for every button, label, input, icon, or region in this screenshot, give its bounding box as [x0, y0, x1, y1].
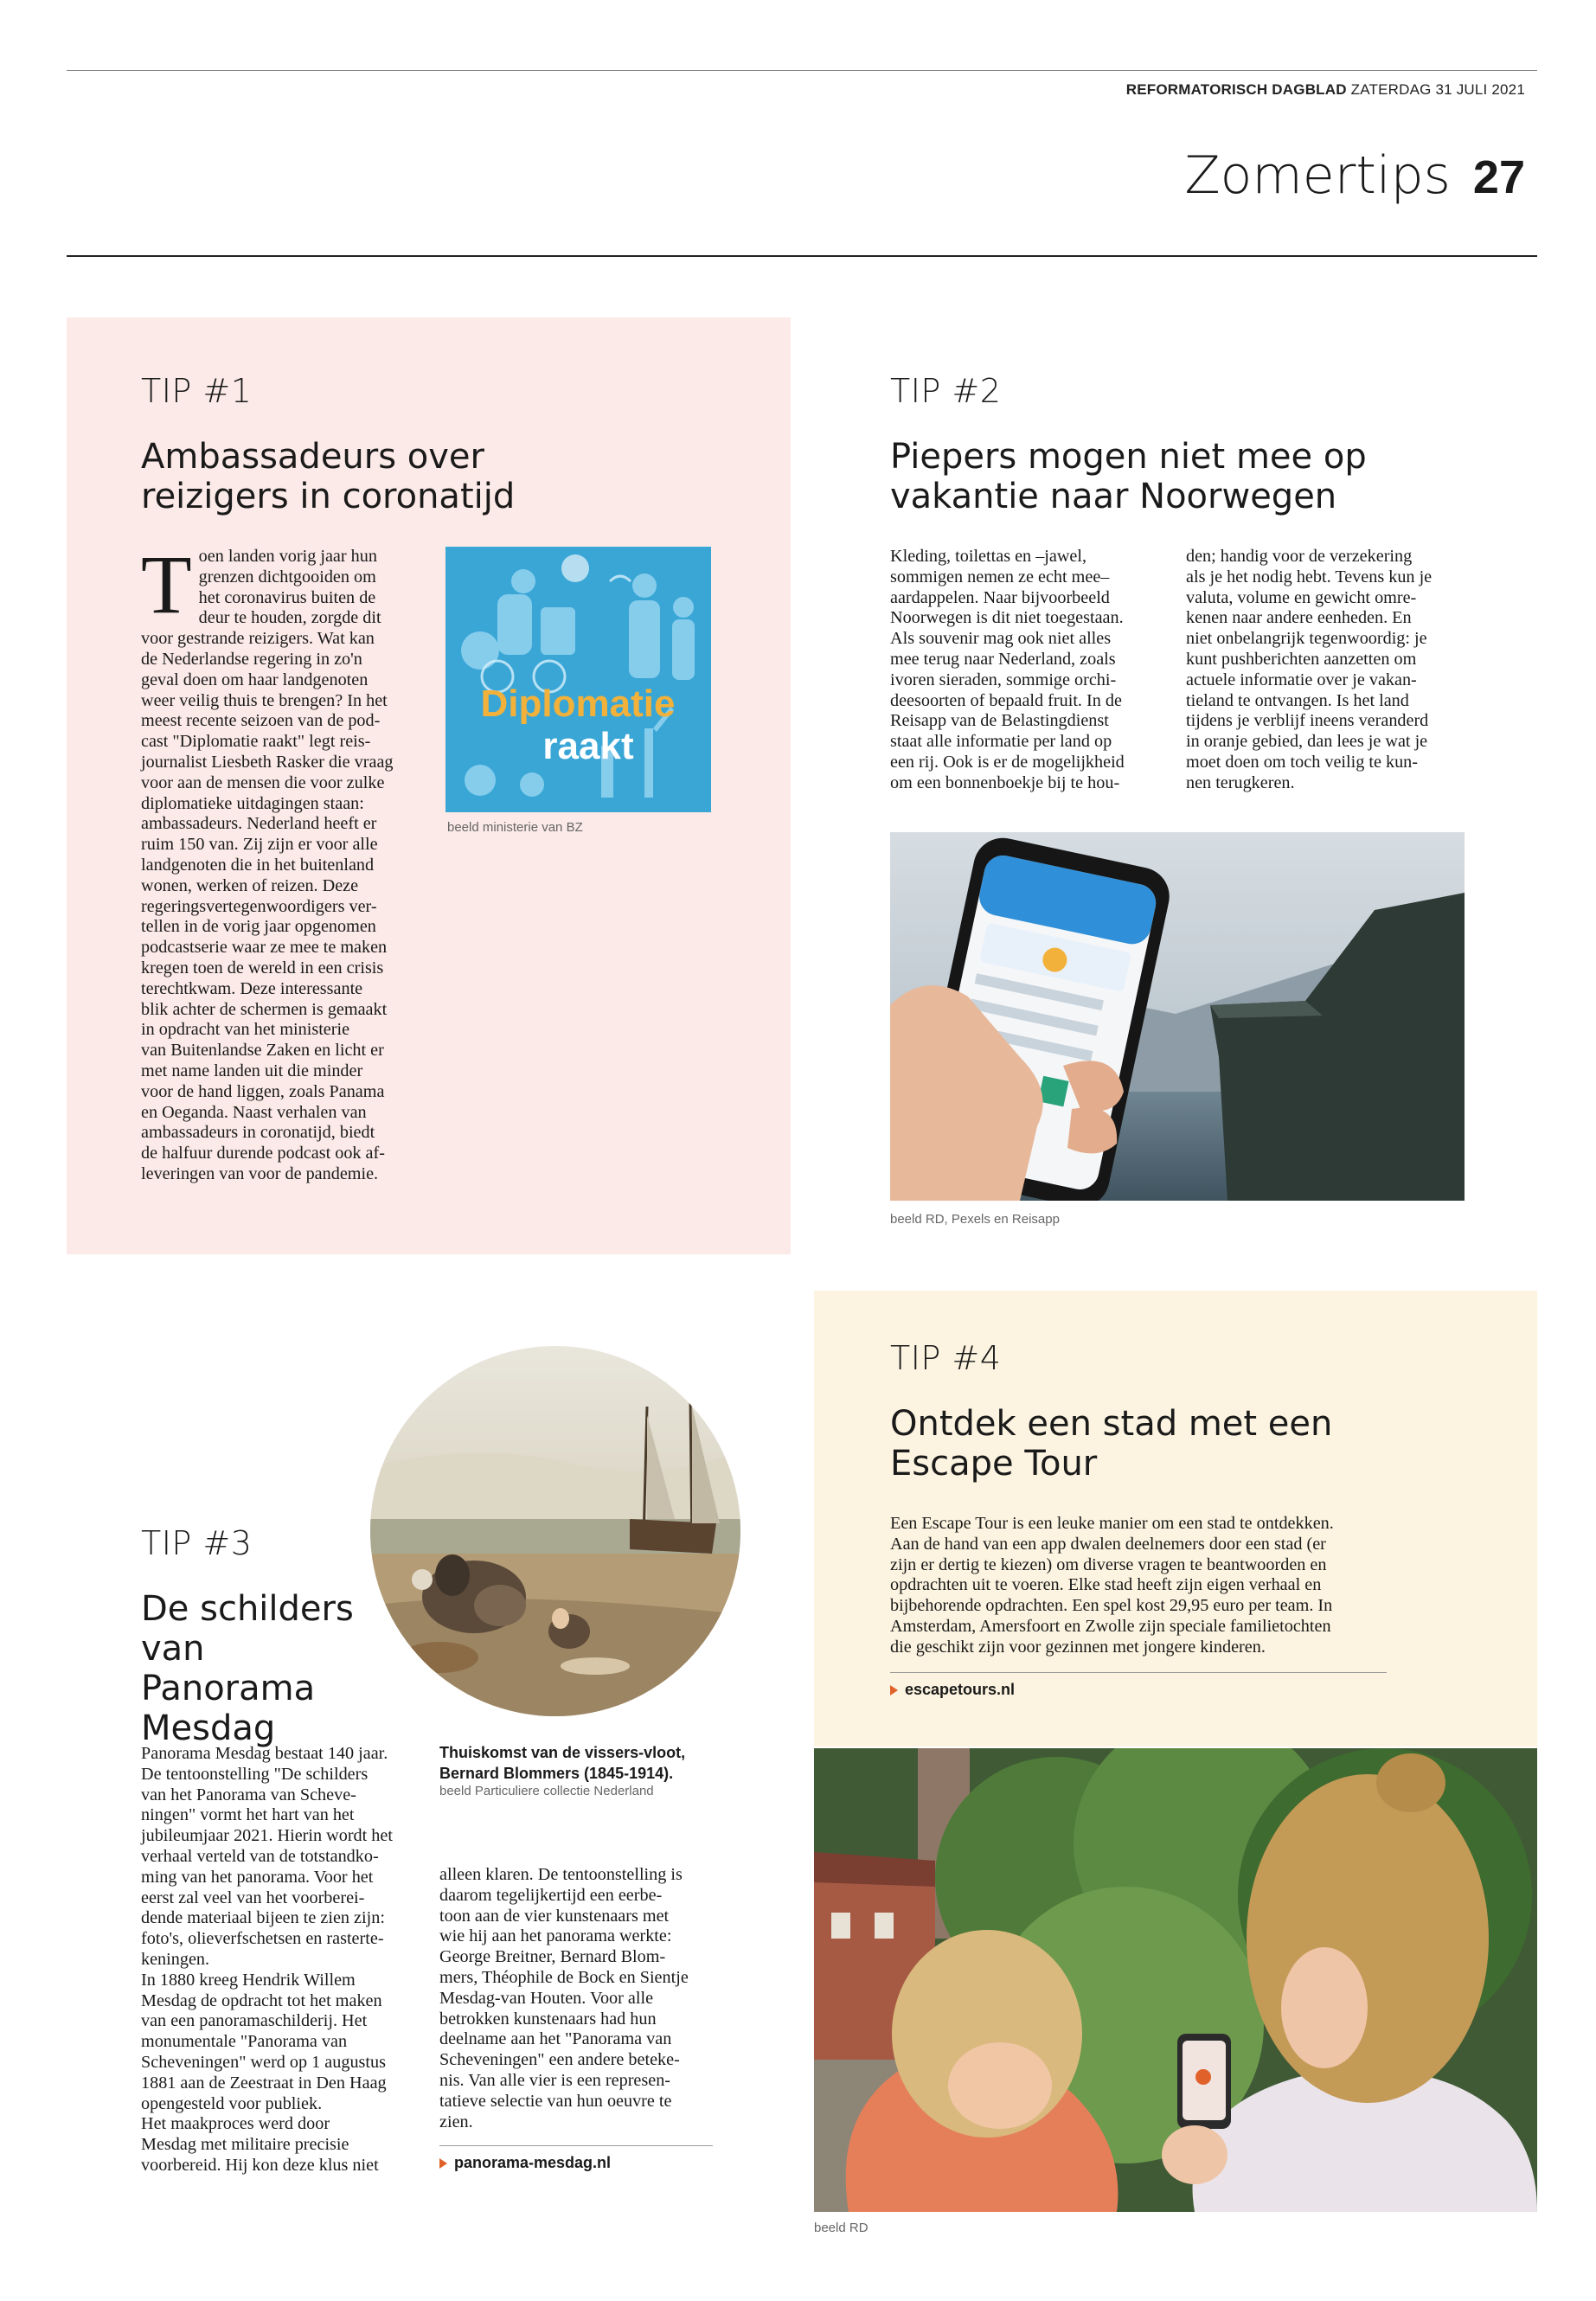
escapetours-link-text: escapetours.nl [905, 1681, 1016, 1698]
tip3-link-rule [439, 2145, 713, 2146]
escape-tour-photo [814, 1748, 1537, 2212]
tip1-headline: Ambassadeurs over reizigers in coronatijd [141, 437, 516, 516]
tip3-caption-title: Thuiskomst van de vissers-vloot, Bernard Blommers (1845-1914). [439, 1744, 686, 1782]
top-rule [67, 70, 1537, 71]
section-title: Zomertips [1184, 145, 1451, 206]
tip2-body-col2: den; handig voor de verzekering als je het nodig hebt. Tevens kun je valuta, volume en gewicht omre- kenen naar andere eenheden. En niet onbelangrijk tegenwoordig: je kunt pushberichten aanzetten om actuele informatie over je vakan- tieland te ontvangen. Is het land tijdens je verblijf ineens veranderd in oranje gebied, dan lees je wat je moet doen om toch veilig te kun- nen terugkeren. [1186, 547, 1433, 792]
tip2-caption: beeld RD, Pexels en Reisapp [890, 1212, 1060, 1227]
tip2-label: TIP #2 [890, 372, 1002, 410]
tip3-caption [439, 1742, 708, 1799]
tip3-caption-credit: beeld Particuliere collectie Nederland [439, 1784, 654, 1798]
masthead [1126, 81, 1525, 99]
section-header [1185, 145, 1525, 206]
reisapp-photo-art [890, 832, 1465, 1201]
tip4-label: TIP #4 [890, 1339, 1002, 1377]
podcast-cover-art [445, 547, 711, 812]
reisapp-photo [890, 832, 1465, 1201]
painting-art [370, 1346, 740, 1716]
panorama-mesdag-link[interactable] [439, 2154, 611, 2172]
tip3-headline: De schilders van Panorama Mesdag [141, 1589, 354, 1748]
podcast-cover-image [445, 547, 711, 812]
tip4-link-rule [890, 1672, 1387, 1673]
link-arrow-icon [890, 1685, 898, 1695]
tip4-caption: beeld RD [814, 2221, 869, 2235]
painting-circle-image [370, 1346, 740, 1716]
escape-tour-photo-art [814, 1748, 1537, 2212]
link-arrow-icon [439, 2158, 447, 2169]
tip1-body [141, 538, 435, 1185]
masthead-date: ZATERDAG 31 JULI 2021 [1350, 81, 1525, 98]
tip3-body-col2: alleen klaren. De tentoonstelling is daarom tegelijkertijd een eerbe- toon aan de vier kunstenaars met wie hij aan het panorama werkte: George Breitner, Bernard Blom- mers, Théophile de Bock en Sientje Mesdag-van Houten. Voor alle betrokken kunstenaars had hun deelname aan het "Panorama van Scheveningen" een andere beteke- nis. Van alle vier is een represen- tatieve selectie van hun oeuvre te zien. [439, 1865, 689, 2131]
page-number: 27 [1472, 151, 1525, 203]
tip1-body-text: oen landen vorig jaar hun grenzen dichtgooiden om het coronavirus buiten de deur te houden, zorgde dit voor gestrande reizigers. Wat kan de Nederlandse regering in zo'n geval doen om haar landgenoten weer veilig thuis te brengen? In het meest recente seizoen van de pod- cast "Diplomatie raakt" legt reis- journalist Liesbeth Rasker die vraag voor aan de mensen die voor zulke diplomatieke uitdagingen staan: ambassadeurs. Nederland heeft er ruim 150 van. Zij zijn er voor alle landgenoten die in het buitenland wonen, werken of reizen. Deze regeringsvertegenwoordigers ver- tellen in de vorig jaar opgenomen podcastserie waar ze mee te maken kregen toen de wereld in een crisis terechtkwam. Deze interessante blik achter de schermen is gemaakt in opdracht van het ministerie van Buitenlandse Zaken en licht er met name landen uit die minder voor de hand liggen, zoals Panama en Oeganda. Naast verhalen van ambassadeurs in coronatijd, biedt de halfuur durende podcast ook af- leveringen van voor de pandemie. [141, 547, 394, 1183]
tip3-body-col1: Panorama Mesdag bestaat 140 jaar. De tentoonstelling "De schilders van het Panorama van Scheve- ningen" vormt het hart van het jubileumjaar 2021. Hierin wordt het verhaal verteld van de totstandko- ming van het panorama. Voor het eerst zal veel van het voorberei- dende materiaal bijeen te zien zijn: foto's, olieverfschetsen en rasterte- keningen. In 1880 kreeg Hendrik Willem Mesdag de opdracht tot het maken van een panoramaschilderij. Het monumentale "Panorama van Scheveningen" werd op 1 augustus 1881 aan de Zeestraat in Den Haag opengesteld voor publiek. Het maakproces werd door Mesdag met militaire precisie voorbereid. Hij kon deze klus niet [141, 1744, 393, 2175]
tip4-body: Een Escape Tour is een leuke manier om een stad te ontdekken. Aan de hand van een app dwalen deelnemers door een stad (er zijn er dertig te kiezen) om diverse vragen te beantwoorden en opdrachten uit te voeren. Elke stad heeft zijn eigen verhaal en bijbehorende opdrachten. Een spel kost 29,95 euro per team. In Amsterdam, Amersfoort en Zwolle zijn speciale familietochten die geschikt zijn voor gezinnen met jongere kinderen. [890, 1514, 1334, 1657]
tip1-label: TIP #1 [141, 372, 253, 410]
masthead-paper: REFORMATORISCH DAGBLAD [1125, 81, 1347, 98]
tip2-headline: Piepers mogen niet mee op vakantie naar Noorwegen [890, 437, 1367, 516]
tip1-caption: beeld ministerie van BZ [447, 820, 583, 835]
tip2-body-col1: Kleding, toilettas en –jawel, sommigen nemen ze echt mee– aardappelen. Naar bijvoorbeeld Noorwegen is dit niet toegestaan. Als souvenir mag ook niet alles mee terug naar Nederland, zoals ivoren sieraden, sommige orchi- deesoorten of bepaald fruit. In de Reisapp van de Belastingdienst staat alle informatie per land op een rij. Ook is er de mogelijkheid om een bonnenboekje bij te hou- [890, 547, 1125, 792]
escapetours-link[interactable] [890, 1681, 1015, 1699]
podcast-title-line1: Diplomatie [480, 683, 676, 725]
tip3-label: TIP #3 [141, 1524, 253, 1562]
tip1-dropcap: T [141, 538, 192, 631]
podcast-title-line2: raakt [542, 725, 634, 767]
panorama-mesdag-link-text: panorama-mesdag.nl [454, 2154, 612, 2171]
header-rule [67, 255, 1537, 257]
tip4-headline: Ontdek een stad met een Escape Tour [890, 1404, 1333, 1484]
